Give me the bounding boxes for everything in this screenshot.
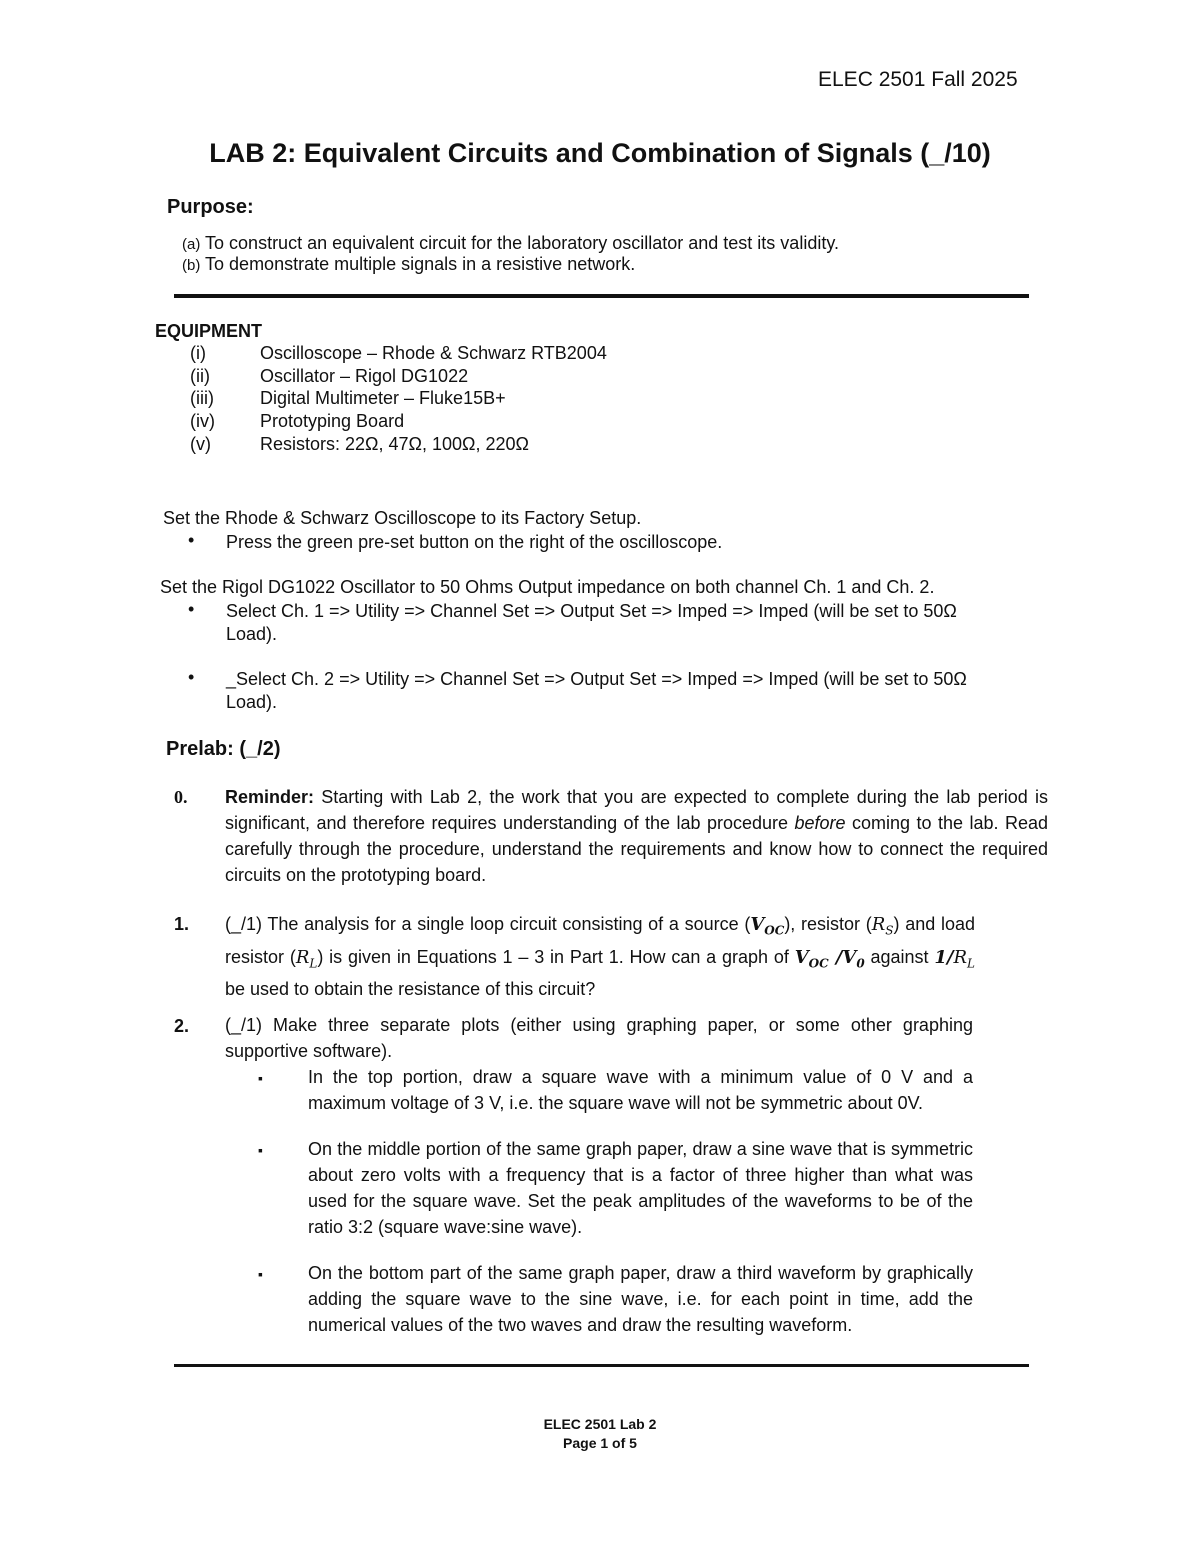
rs-symbol bbox=[871, 914, 894, 938]
equipment-item bbox=[190, 434, 529, 455]
math-var: V bbox=[750, 914, 765, 935]
equipment-item-num: (iii) bbox=[190, 388, 214, 408]
bullet-dot: • bbox=[188, 530, 195, 550]
math-var: V bbox=[794, 946, 809, 968]
math-var: 1 bbox=[934, 946, 947, 968]
q2-bullet-1: In the top portion, draw a square wave with a minimum value of 0 V and a maximum voltage of 3 V, i.e. the square wave will not be symmetric about 0V. bbox=[308, 1067, 973, 1113]
question-0 bbox=[225, 784, 1048, 888]
math-subscript: 0 bbox=[856, 956, 865, 971]
divide-symbol: / bbox=[828, 946, 843, 968]
equipment-item-text: Oscillator – Rigol DG1022 bbox=[260, 366, 469, 386]
ch1-setup-line2: Load). bbox=[226, 624, 278, 644]
horizontal-rule bbox=[174, 1364, 1029, 1367]
q1-text: be used to obtain the resistance of this circuit? bbox=[225, 979, 596, 1000]
square-bullet-icon: ▪ bbox=[258, 1266, 263, 1282]
math-var: R bbox=[295, 946, 310, 968]
equipment-heading: EQUIPMENT bbox=[155, 321, 263, 341]
q2-bullet-3: On the bottom part of the same graph paper, draw a third waveform by graphically adding the square wave to the sine wave, i.e. for each point in time, add the numerical values of the two waves and draw the resulting waveform. bbox=[308, 1263, 973, 1335]
equipment-item-text: Resistors: 22Ω, 47Ω, 100Ω, 220Ω bbox=[260, 434, 529, 454]
q1-text: ) is given in Equations 1 – 3 in Part 1. How can a graph of bbox=[317, 946, 795, 967]
page-title: LAB 2: Equivalent Circuits and Combination of Signals (_/10) bbox=[209, 138, 991, 168]
square-bullet-icon: ▪ bbox=[258, 1142, 263, 1158]
math-subscript: OC bbox=[808, 956, 829, 971]
reminder-text-b: coming to the lab. Read carefully through the procedure, understand the requirements and know how to connect the required circuits on the prototyping board. bbox=[225, 813, 1048, 885]
equipment-item bbox=[190, 366, 468, 387]
equipment-item-text: Oscilloscope – Rhode & Schwarz RTB2004 bbox=[260, 343, 607, 363]
ch2-setup-line1: _Select Ch. 2 => Utility => Channel Set => Output Set => Imped => Imped (will be set to 50Ω bbox=[226, 669, 967, 689]
prelab-heading: Prelab: (_/2) bbox=[166, 738, 281, 760]
purpose-item-b bbox=[182, 253, 635, 277]
equipment-item-text: Digital Multimeter – Fluke15B+ bbox=[260, 388, 506, 408]
math-var: R bbox=[953, 946, 968, 968]
q1-text: against bbox=[864, 946, 935, 967]
equipment-item-num: (i) bbox=[190, 343, 206, 363]
rl-symbol bbox=[953, 946, 976, 971]
q1-text: ), resistor ( bbox=[784, 914, 872, 934]
q2-bullet-2: On the middle portion of the same graph paper, draw a sine wave that is symmetric about zero volts with a frequency that is a factor of three higher than what was used for the square wave. Set the peak amplitudes of the waveforms to be of the ratio 3:2 (square wave:sine wave). bbox=[308, 1139, 973, 1237]
footer-page-number: Page 1 of 5 bbox=[563, 1435, 637, 1451]
equipment-item bbox=[190, 411, 404, 432]
question-number: 1. bbox=[174, 914, 190, 934]
purpose-item-text: To construct an equivalent circuit for the laboratory oscillator and test its validity. bbox=[205, 233, 839, 253]
equipment-item-text: Prototyping Board bbox=[260, 411, 405, 431]
footer-course: ELEC 2501 Lab 2 bbox=[543, 1416, 657, 1432]
scope-setup-bullet: Press the green pre-set button on the right of the oscilloscope. bbox=[226, 532, 723, 552]
course-header: ELEC 2501 Fall 2025 bbox=[818, 68, 1018, 91]
question-2-intro: (_/1) Make three separate plots (either using graphing paper, or some other graphing supportive software). bbox=[225, 1015, 973, 1061]
voc-symbol bbox=[794, 946, 829, 971]
purpose-item-label: (b) bbox=[182, 257, 201, 274]
horizontal-rule bbox=[174, 294, 1029, 298]
math-subscript: S bbox=[885, 923, 894, 938]
reminder-text-a: Starting with Lab 2, the work that you are expected to complete during the lab period is significant, and therefore requires understanding of the lab procedure bbox=[225, 787, 1048, 833]
bullet-dot: • bbox=[188, 667, 195, 687]
reminder-label: Reminder: bbox=[225, 787, 315, 807]
question-1 bbox=[225, 911, 975, 1002]
math-subscript: L bbox=[967, 956, 976, 971]
bullet-dot: • bbox=[188, 599, 195, 619]
reminder-emphasis: before bbox=[794, 813, 846, 833]
question-number: 0. bbox=[174, 787, 188, 807]
math-subscript: L bbox=[309, 956, 318, 971]
equipment-item bbox=[190, 343, 607, 364]
equipment-item-num: (iv) bbox=[190, 411, 215, 431]
math-subscript: OC bbox=[764, 923, 785, 938]
square-bullet-icon: ▪ bbox=[258, 1070, 263, 1086]
rigol-setup-line: Set the Rigol DG1022 Oscillator to 50 Ohms Output impedance on both channel Ch. 1 and Ch. 2. bbox=[160, 577, 935, 597]
q1-text: ) and load resistor ( bbox=[225, 914, 975, 967]
purpose-heading: Purpose: bbox=[167, 196, 254, 218]
equipment-item bbox=[190, 388, 506, 409]
ch1-setup-line1: Select Ch. 1 => Utility => Channel Set => Output Set => Imped => Imped (will be set to 50Ω bbox=[226, 601, 957, 621]
math-var: V bbox=[842, 946, 857, 968]
v0-symbol bbox=[842, 946, 865, 971]
math-var: R bbox=[871, 914, 886, 935]
purpose-item-label: (a) bbox=[182, 236, 201, 253]
scope-setup-line: Set the Rhode & Schwarz Oscilloscope to its Factory Setup. bbox=[163, 508, 642, 528]
one-over-rl-symbol: 1/ bbox=[934, 946, 954, 968]
purpose-item-text: To demonstrate multiple signals in a resistive network. bbox=[205, 254, 636, 274]
q1-text: (_/1) The analysis for a single loop circuit consisting of a source ( bbox=[225, 914, 751, 934]
equipment-item-num: (ii) bbox=[190, 366, 210, 386]
equipment-item-num: (v) bbox=[190, 434, 211, 454]
ch2-setup-line2: Load). bbox=[226, 692, 278, 712]
voc-symbol bbox=[750, 914, 785, 938]
question-number: 2. bbox=[174, 1016, 190, 1036]
rl-symbol bbox=[295, 946, 318, 971]
